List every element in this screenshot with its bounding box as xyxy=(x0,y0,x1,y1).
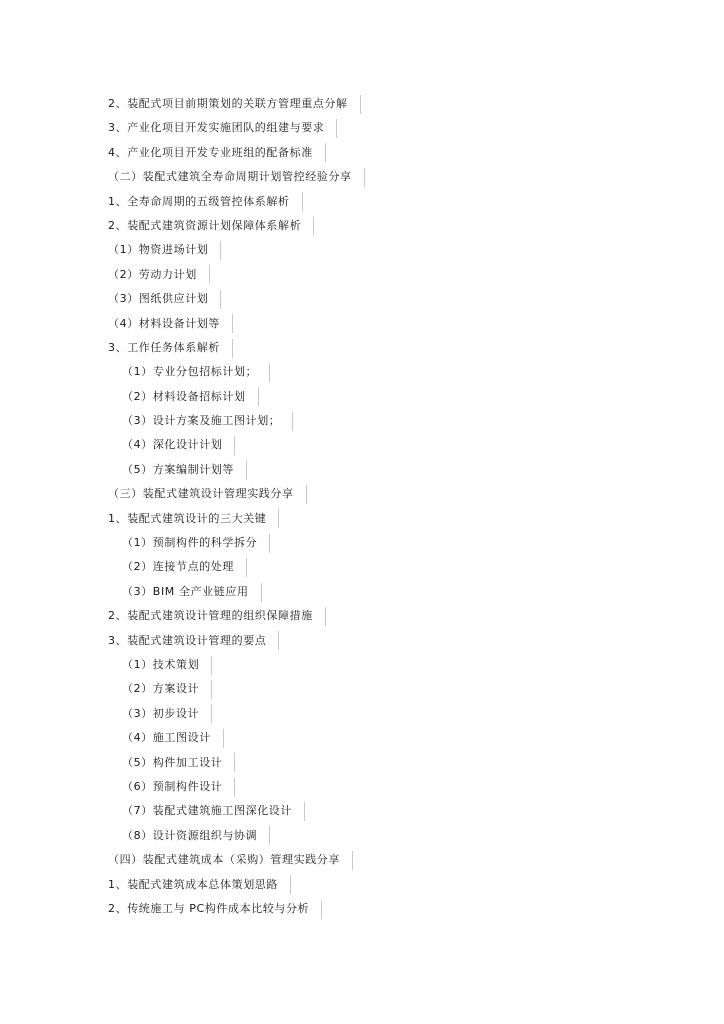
outline-line-text: 2、传统施工与 PC构件成本比较与分析 xyxy=(108,901,310,915)
outline-line-text: （1）物资进场计划 xyxy=(108,243,209,257)
cell-border xyxy=(223,729,224,748)
outline-line xyxy=(108,214,708,238)
outline-line-text: 3、装配式建筑设计管理的要点 xyxy=(108,633,267,647)
outline-line-text: （3）图纸供应计划 xyxy=(108,292,209,306)
outline-line xyxy=(108,726,708,750)
cell-border xyxy=(234,778,235,797)
outline-line-text: 2、装配式建筑资源计划保障体系解析 xyxy=(108,218,302,232)
outline-line-text: （2）连接节点的处理 xyxy=(122,560,234,574)
cell-border xyxy=(269,534,270,553)
outline-line-text: （2）方案设计 xyxy=(122,682,200,696)
outline-line xyxy=(108,312,708,336)
outline-line xyxy=(108,555,708,579)
cell-border xyxy=(325,607,326,626)
cell-border xyxy=(220,241,221,260)
outline-line-text: （三）装配式建筑设计管理实践分享 xyxy=(108,487,294,501)
outline-line-text: （1）预制构件的科学拆分 xyxy=(122,536,258,550)
outline-line xyxy=(108,848,708,872)
cell-border xyxy=(269,363,270,382)
outline-line xyxy=(108,873,708,897)
outline-line xyxy=(108,531,708,555)
cell-border xyxy=(211,656,212,675)
outline-line-text: （1）专业分包招标计划； xyxy=(122,365,258,379)
outline-line-text: 1、装配式建筑成本总体策划思路 xyxy=(108,877,278,891)
outline-line-text: 1、全寿命周期的五级管控体系解析 xyxy=(108,194,290,208)
outline-line-text: （1）技术策划 xyxy=(122,657,200,671)
outline-line xyxy=(108,507,708,531)
outline-line-text: （2）材料设备招标计划 xyxy=(122,389,246,403)
cell-border xyxy=(232,314,233,333)
cell-border xyxy=(211,680,212,699)
outline-line-text: （7）装配式建筑施工图深化设计 xyxy=(122,804,292,818)
cell-border xyxy=(246,461,247,480)
cell-border xyxy=(269,826,270,845)
outline-line xyxy=(108,580,708,604)
outline-line xyxy=(108,92,708,116)
cell-border xyxy=(306,485,307,504)
cell-border xyxy=(220,290,221,309)
outline-line xyxy=(108,165,708,189)
outline-line xyxy=(108,360,708,384)
outline-line-text: 4、产业化项目开发专业班组的配备标准 xyxy=(108,145,313,159)
outline-line-text: 3、工作任务体系解析 xyxy=(108,340,220,354)
cell-border xyxy=(246,558,247,577)
outline-line-text: （5）构件加工设计 xyxy=(122,755,223,769)
cell-border xyxy=(234,436,235,455)
cell-border xyxy=(292,412,293,431)
cell-border xyxy=(209,265,210,284)
outline-line-text: （二）装配式建筑全寿命周期计划管控经验分享 xyxy=(108,170,352,184)
cell-border xyxy=(325,143,326,162)
cell-border xyxy=(360,95,361,114)
outline-line-text: （4）材料设备计划等 xyxy=(108,316,220,330)
outline-line xyxy=(108,263,708,287)
cell-border xyxy=(302,192,303,211)
cell-border xyxy=(304,802,305,821)
outline-line-text: （3）初步设计 xyxy=(122,706,200,720)
outline-line xyxy=(108,604,708,628)
outline-line xyxy=(108,385,708,409)
outline-line xyxy=(108,677,708,701)
cell-border xyxy=(336,119,337,138)
outline-line xyxy=(108,141,708,165)
outline-line xyxy=(108,336,708,360)
outline-line xyxy=(108,433,708,457)
outline-line-text: （4）深化设计计划 xyxy=(122,438,223,452)
outline-line xyxy=(108,116,708,140)
cell-border xyxy=(232,339,233,358)
outline-line xyxy=(108,824,708,848)
outline-line-text: 1、装配式建筑设计的三大关键 xyxy=(108,511,267,525)
outline-line xyxy=(108,458,708,482)
cell-border xyxy=(352,851,353,870)
outline-line xyxy=(108,799,708,823)
outline-line xyxy=(108,629,708,653)
outline-line-text: 3、产业化项目开发实施团队的组建与要求 xyxy=(108,121,325,135)
cell-border xyxy=(313,217,314,236)
cell-border xyxy=(258,387,259,406)
outline-line-text: （3）设计方案及施工图计划； xyxy=(122,414,281,428)
outline-line xyxy=(108,702,708,726)
cell-border xyxy=(234,753,235,772)
outline-line-text: （4）施工图设计 xyxy=(122,731,211,745)
outline-line-text: （8）设计资源组织与协调 xyxy=(122,828,258,842)
outline-line xyxy=(108,751,708,775)
outline-line xyxy=(108,238,708,262)
outline-line xyxy=(108,897,708,921)
cell-border xyxy=(211,704,212,723)
cell-border xyxy=(278,631,279,650)
outline-line xyxy=(108,409,708,433)
outline-line-text: 2、装配式建筑设计管理的组织保障措施 xyxy=(108,609,313,623)
outline-list xyxy=(108,92,708,921)
outline-line-text: 2、装配式项目前期策划的关联方管理重点分解 xyxy=(108,97,348,110)
outline-line xyxy=(108,653,708,677)
outline-line xyxy=(108,190,708,214)
cell-border xyxy=(278,509,279,528)
cell-border xyxy=(321,900,322,919)
outline-line xyxy=(108,482,708,506)
outline-line-text: （6）预制构件设计 xyxy=(122,779,223,793)
cell-border xyxy=(261,583,262,602)
outline-line xyxy=(108,287,708,311)
outline-line-text: （3）BIM 全产业链应用 xyxy=(122,584,249,598)
outline-line-text: （2）劳动力计划 xyxy=(108,267,197,281)
outline-line xyxy=(108,775,708,799)
outline-line-text: （5）方案编制计划等 xyxy=(122,462,234,476)
outline-line-text: （四）装配式建筑成本（采购）管理实践分享 xyxy=(108,853,340,867)
cell-border xyxy=(364,168,365,187)
cell-border xyxy=(290,875,291,894)
